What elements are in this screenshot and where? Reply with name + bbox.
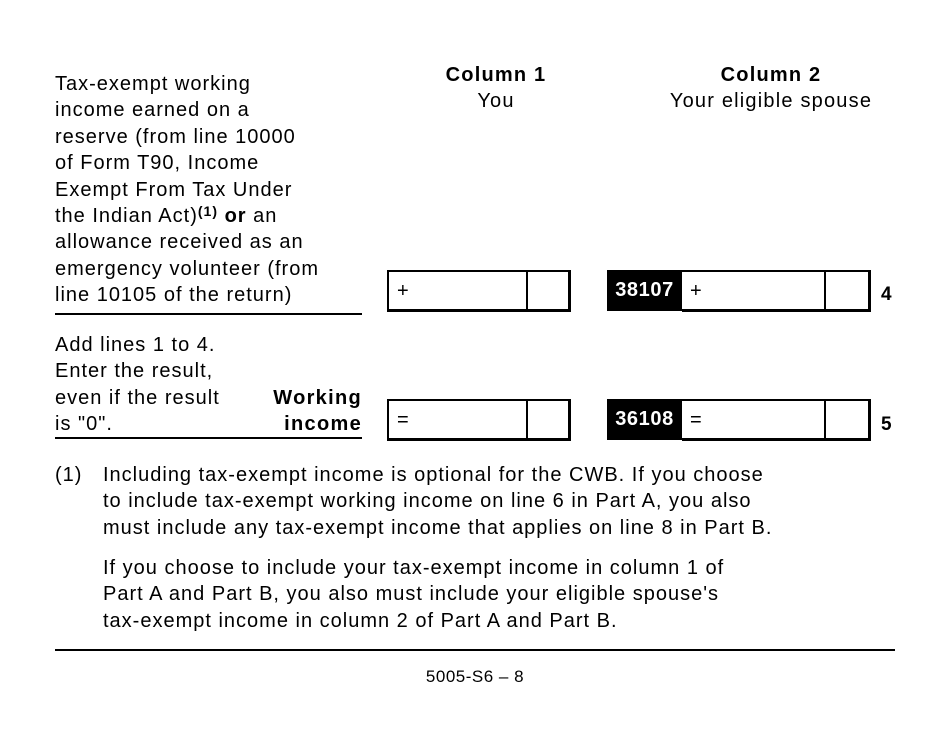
line-4-column-1-amount-field[interactable] [387, 270, 571, 312]
column-2-subtitle: Your eligible spouse [669, 90, 873, 112]
cents-divider [824, 399, 826, 441]
footnote-text: must include any tax-exempt income that applies on line 8 in Part B. [103, 516, 773, 539]
line-5-code-badge: 36108 [607, 399, 682, 440]
column-1-subtitle: You [477, 90, 515, 112]
working-income-label-line2: income [284, 413, 362, 436]
column-2-header [640, 62, 902, 114]
line-4-code-badge: 38107 [607, 270, 682, 311]
line-5-text: is "0". [55, 413, 113, 436]
column-2-title: Column 2 [720, 64, 822, 86]
footnote-text: tax-exempt income in column 2 of Part A and Part B. [103, 609, 618, 632]
line-4-text: reserve (from line 10000 [55, 125, 296, 148]
line-5-text: Enter the result, [55, 360, 214, 383]
footnote-reference[interactable]: (1) [197, 203, 218, 220]
line-4-text: allowance received as an [55, 231, 304, 254]
line-4-description [55, 71, 319, 309]
footer-divider [55, 649, 895, 651]
line-4-underline [55, 313, 362, 315]
column-1-header [410, 62, 582, 114]
cents-divider [526, 270, 528, 312]
footnote-marker: (1) [55, 464, 83, 486]
line-4-text: emergency volunteer (from [55, 257, 319, 280]
line-5-text: even if the result [55, 386, 220, 409]
footnote-text: Part A and Part B, you also must include your eligible spouse's [103, 583, 720, 606]
footnote-paragraph-2 [103, 555, 724, 634]
line-5-underline [55, 437, 362, 439]
equals-sign: = [397, 409, 409, 431]
line-4-act-line [55, 203, 319, 229]
line-4-text: income earned on a [55, 99, 250, 122]
page-footer: 5005-S6 – 8 [425, 667, 525, 686]
cents-divider [526, 399, 528, 441]
line-4-after-or: an [253, 205, 278, 228]
footnote-text: Including tax-exempt income is optional for the CWB. If you choose [103, 464, 764, 486]
line-number-4: 4 [881, 284, 892, 305]
or-word: or [224, 205, 247, 228]
line-5-column-2-amount-field[interactable] [682, 399, 871, 441]
equals-sign: = [690, 409, 702, 431]
line-4-text: Tax-exempt working [55, 73, 251, 95]
column-1-title: Column 1 [445, 64, 547, 86]
line-4-column-2-amount-field[interactable] [682, 270, 871, 312]
line-4-text: Exempt From Tax Under [55, 178, 293, 201]
line-5-description [55, 332, 220, 438]
line-4-text: of Form T90, Income [55, 152, 260, 175]
line-4-act-text: the Indian Act) [55, 205, 198, 228]
line-5-text: Add lines 1 to 4. [55, 334, 216, 356]
footnote-paragraph-1 [103, 462, 772, 541]
footnote-text: to include tax-exempt working income on line 6 in Part A, you also [103, 490, 752, 513]
working-income-label-line1: Working [273, 387, 362, 409]
line-number-5: 5 [881, 414, 892, 435]
line-5-column-1-amount-field[interactable] [387, 399, 571, 441]
line-4-text: line 10105 of the return) [55, 284, 293, 307]
working-income-label [248, 385, 362, 438]
plus-sign: + [690, 280, 702, 302]
plus-sign: + [397, 280, 409, 302]
cents-divider [824, 270, 826, 312]
footnote-text: If you choose to include your tax-exempt income in column 1 of [103, 557, 725, 579]
